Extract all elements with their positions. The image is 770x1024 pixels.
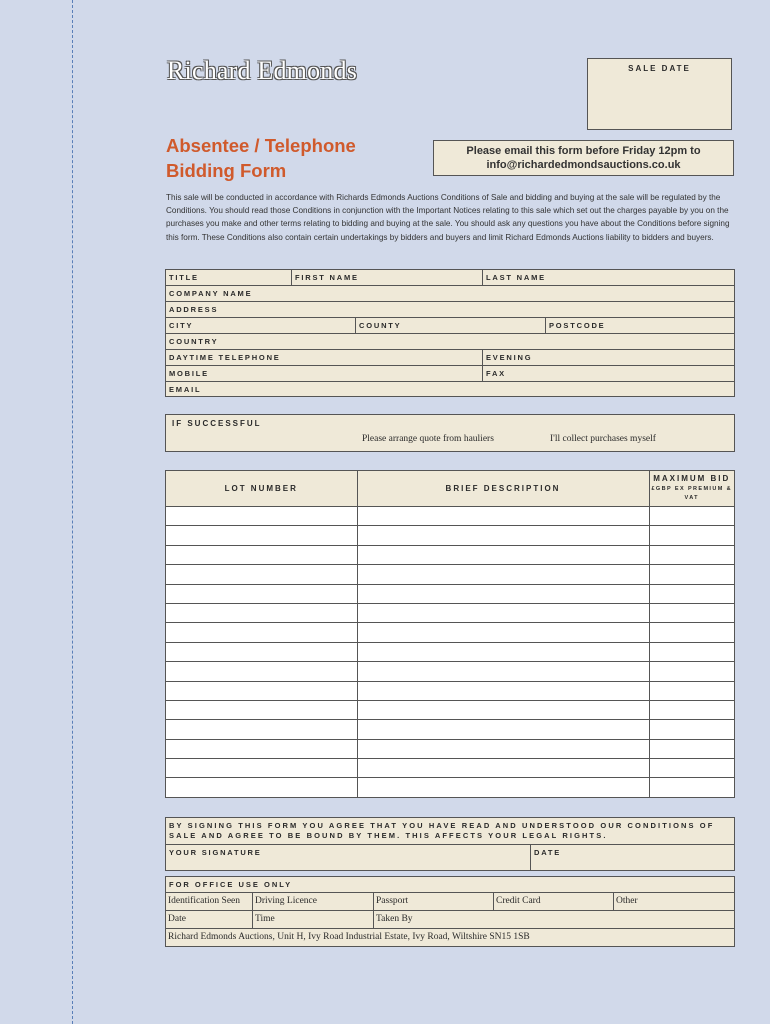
driving-licence-field[interactable]: Driving Licence <box>253 893 374 910</box>
identification-seen-label: Identification Seen <box>166 893 253 910</box>
credit-card-field[interactable]: Credit Card <box>494 893 614 910</box>
lot-row <box>166 507 734 526</box>
maximum-bid-cell[interactable] <box>649 584 734 603</box>
lot-row <box>166 720 734 739</box>
fax-field[interactable]: FAX <box>486 369 506 378</box>
description-cell[interactable] <box>357 584 649 603</box>
lot-row <box>166 681 734 700</box>
lot-number-header: LOT NUMBER <box>166 471 357 507</box>
last-name-field[interactable]: LAST NAME <box>486 273 546 282</box>
address-field[interactable]: ADDRESS <box>169 305 219 314</box>
lot-number-cell[interactable] <box>166 526 357 545</box>
maximum-bid-cell[interactable] <box>649 545 734 564</box>
description-cell[interactable] <box>357 545 649 564</box>
lot-number-cell[interactable] <box>166 681 357 700</box>
postcode-field[interactable]: POSTCODE <box>549 321 606 330</box>
lot-row <box>166 545 734 564</box>
lot-number-cell[interactable] <box>166 545 357 564</box>
lot-row <box>166 565 734 584</box>
first-name-field[interactable]: FIRST NAME <box>292 270 483 285</box>
description-cell[interactable] <box>357 526 649 545</box>
lot-row <box>166 526 734 545</box>
sale-date-box[interactable] <box>587 58 732 130</box>
form-title: Absentee / Telephone Bidding Form <box>166 135 356 181</box>
maximum-bid-cell[interactable] <box>649 507 734 526</box>
office-use-heading: FOR OFFICE USE ONLY <box>166 877 734 893</box>
description-cell[interactable] <box>357 642 649 661</box>
lot-number-cell[interactable] <box>166 720 357 739</box>
maximum-bid-cell[interactable] <box>649 662 734 681</box>
maximum-bid-cell[interactable] <box>649 565 734 584</box>
signature-section <box>165 817 735 871</box>
daytime-telephone-field[interactable]: DAYTIME TELEPHONE <box>166 350 483 365</box>
office-use-section <box>165 876 735 947</box>
company-logo: Richard Edmonds <box>167 56 358 85</box>
lot-row <box>166 603 734 622</box>
description-cell[interactable] <box>357 507 649 526</box>
description-cell[interactable] <box>357 739 649 758</box>
maximum-bid-cell[interactable] <box>649 778 734 797</box>
brief-description-header: BRIEF DESCRIPTION <box>357 471 649 507</box>
sale-date-label: SALE DATE <box>628 64 691 73</box>
lot-number-cell[interactable] <box>166 565 357 584</box>
lot-row <box>166 739 734 758</box>
description-cell[interactable] <box>357 681 649 700</box>
maximum-bid-header: MAXIMUM BID £GBP EX PREMIUM & VAT <box>649 471 734 507</box>
county-field[interactable]: COUNTY <box>356 318 546 333</box>
passport-field[interactable]: Passport <box>374 893 494 910</box>
maximum-bid-cell[interactable] <box>649 739 734 758</box>
lot-number-cell[interactable] <box>166 759 357 778</box>
description-cell[interactable] <box>357 603 649 622</box>
lot-row <box>166 759 734 778</box>
lot-number-cell[interactable] <box>166 642 357 661</box>
office-time-field[interactable]: Time <box>253 911 374 928</box>
office-date-field[interactable]: Date <box>166 911 253 928</box>
country-field[interactable]: COUNTRY <box>169 337 219 346</box>
if-successful-section <box>165 414 735 452</box>
evening-telephone-field[interactable]: EVENING <box>486 353 533 362</box>
if-successful-label: IF SUCCESSFUL <box>172 419 262 428</box>
description-cell[interactable] <box>357 720 649 739</box>
company-name-field[interactable]: COMPANY NAME <box>169 289 253 298</box>
maximum-bid-cell[interactable] <box>649 700 734 719</box>
lot-number-cell[interactable] <box>166 507 357 526</box>
mobile-field[interactable]: MOBILE <box>166 366 483 381</box>
maximum-bid-cell[interactable] <box>649 526 734 545</box>
email-notice: Please email this form before Friday 12pm to info@richardedmondsauctions.co.uk <box>433 140 734 176</box>
email-field[interactable]: EMAIL <box>169 385 202 394</box>
option-hauliers-quote[interactable]: Please arrange quote from hauliers <box>362 434 494 444</box>
page-fold-line <box>72 0 73 1024</box>
lots-table <box>165 470 735 798</box>
lot-number-cell[interactable] <box>166 662 357 681</box>
lot-number-cell[interactable] <box>166 584 357 603</box>
lot-number-cell[interactable] <box>166 700 357 719</box>
maximum-bid-cell[interactable] <box>649 623 734 642</box>
maximum-bid-cell[interactable] <box>649 642 734 661</box>
lot-number-cell[interactable] <box>166 603 357 622</box>
description-cell[interactable] <box>357 700 649 719</box>
description-cell[interactable] <box>357 662 649 681</box>
lot-row <box>166 623 734 642</box>
title-field[interactable]: TITLE <box>166 270 292 285</box>
company-address: Richard Edmonds Auctions, Unit H, Ivy Road Industrial Estate, Ivy Road, Wiltshire SN15 1SB <box>168 932 530 942</box>
maximum-bid-cell[interactable] <box>649 681 734 700</box>
lot-row <box>166 778 734 797</box>
signature-date-field[interactable]: DATE <box>534 848 562 857</box>
option-collect-myself[interactable]: I'll collect purchases myself <box>550 434 656 444</box>
taken-by-field[interactable]: Taken By <box>376 914 413 924</box>
maximum-bid-cell[interactable] <box>649 720 734 739</box>
description-cell[interactable] <box>357 565 649 584</box>
description-cell[interactable] <box>357 623 649 642</box>
lot-row <box>166 584 734 603</box>
lot-number-cell[interactable] <box>166 623 357 642</box>
conditions-paragraph: This sale will be conducted in accordance with Richards Edmonds Auctions Conditions of Sale and bidding and buying at the sale will be regulated by the Conditions. You should read those Conditions in conjunction with the Important Notices relating to this sale which set out the charges payable by you on the purchases you make and other terms relating to bidding and buying at the sale. You should ask any questions you have about the Conditions before signing this form. These Conditions also contain certain undertakings by bidders and buyers and limit Richard Edmonds Auctions liability to bidders and buyers. <box>166 193 730 242</box>
contact-details-section <box>165 269 735 397</box>
email-address: info@richardedmondsauctions.co.uk <box>486 159 681 171</box>
description-cell[interactable] <box>357 759 649 778</box>
other-id-field[interactable]: Other <box>616 896 638 906</box>
description-cell[interactable] <box>357 778 649 797</box>
city-field[interactable]: CITY <box>166 318 356 333</box>
maximum-bid-cell[interactable] <box>649 759 734 778</box>
lot-number-cell[interactable] <box>166 778 357 797</box>
signature-field[interactable]: YOUR SIGNATURE <box>166 845 531 871</box>
lot-number-cell[interactable] <box>166 739 357 758</box>
agreement-text: BY SIGNING THIS FORM YOU AGREE THAT YOU HAVE READ AND UNDERSTOOD OUR CONDITIONS OF SALE AND AGREE TO BE BOUND BY THEM. THIS AFFECTS YOUR LEGAL RIGHTS. <box>166 818 734 845</box>
lot-row <box>166 700 734 719</box>
maximum-bid-cell[interactable] <box>649 603 734 622</box>
lot-row <box>166 642 734 661</box>
lot-row <box>166 662 734 681</box>
